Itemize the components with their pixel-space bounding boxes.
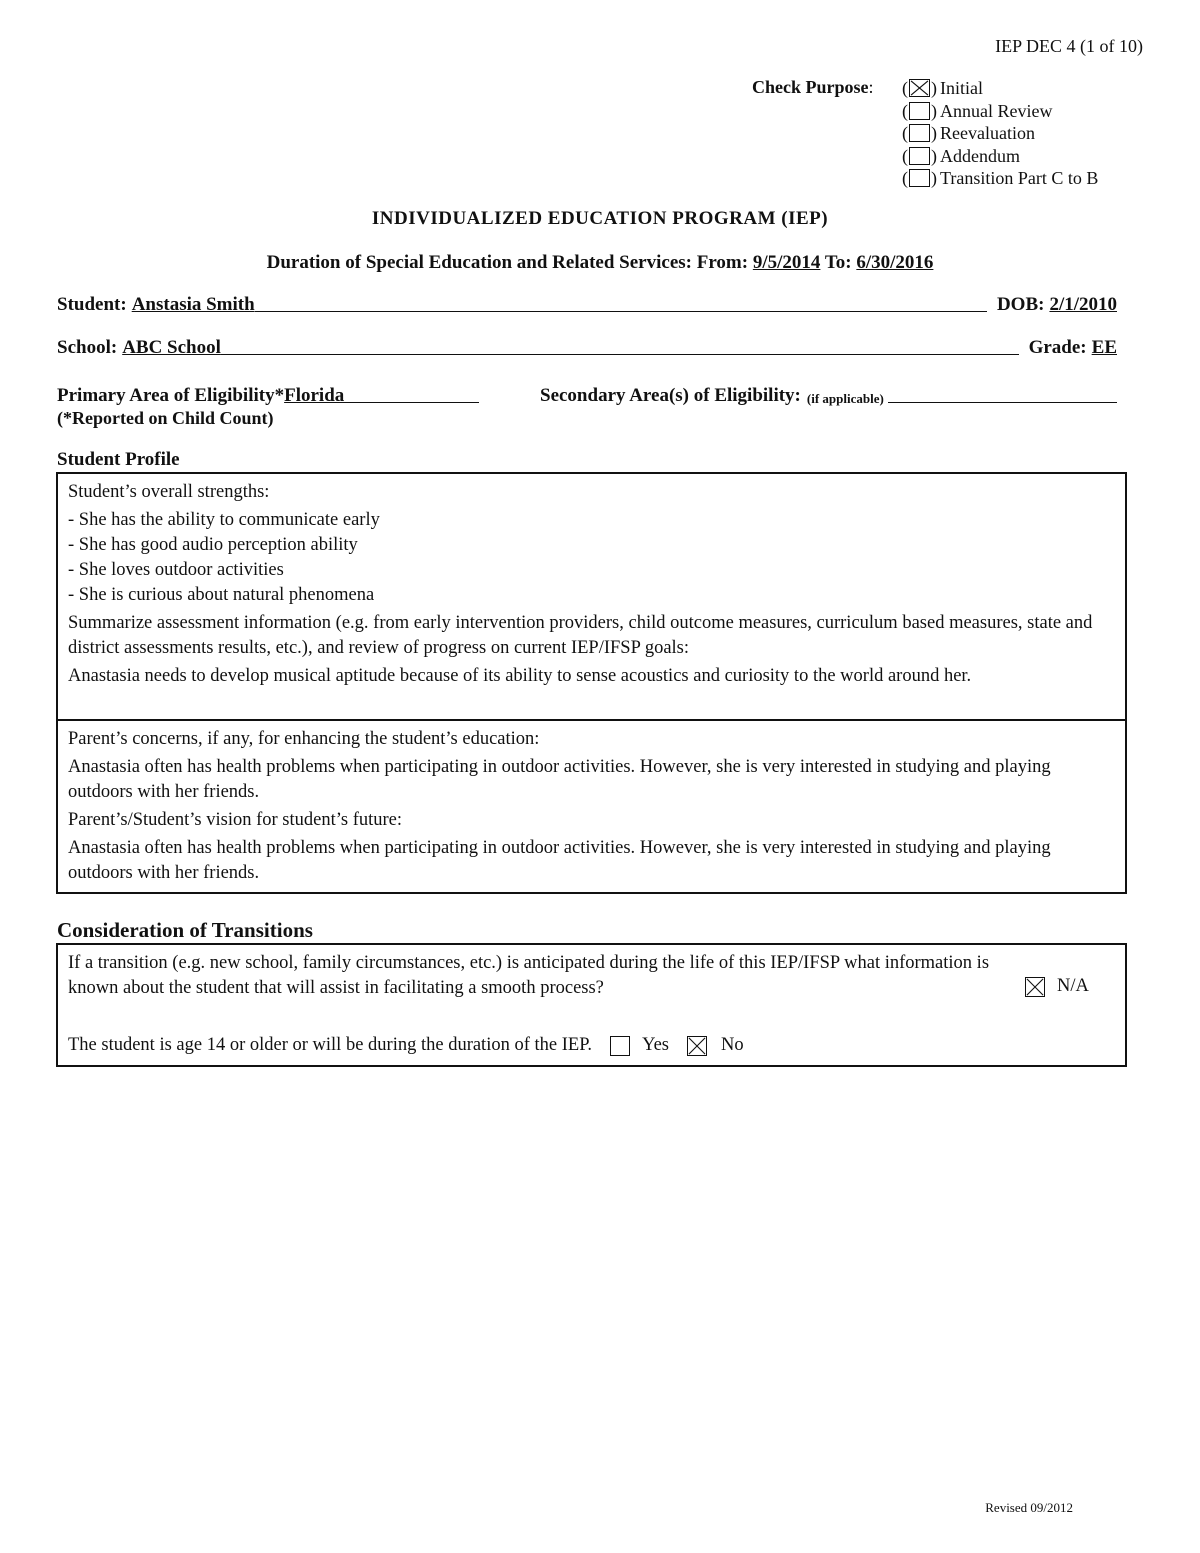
duration-to[interactable]: 6/30/2016 bbox=[856, 252, 934, 273]
purpose-option-annual-review[interactable]: ( ) Annual Review bbox=[902, 100, 1053, 121]
strength-item: - She has the ability to communicate early bbox=[68, 510, 380, 530]
grade-label: Grade: bbox=[1028, 337, 1087, 358]
duration-label: Duration of Special Education and Related Services: From: bbox=[266, 252, 749, 273]
primary-eligibility-label: Primary Area of Eligibility* bbox=[57, 385, 285, 406]
na-option[interactable] bbox=[1025, 974, 1089, 999]
transition-question: If a transition (e.g. new school, family circumstances, etc.) is anticipated during the life of this IEP/IFSP what information is known about the student that will assist in facilitating a smooth process? bbox=[68, 953, 990, 998]
purpose-option-label: Reevaluation bbox=[940, 123, 1035, 143]
initial-checkbox[interactable] bbox=[909, 79, 930, 97]
primary-eligibility-underline bbox=[344, 401, 479, 403]
school-label: School: bbox=[57, 337, 118, 358]
addendum-checkbox[interactable] bbox=[909, 147, 930, 165]
school-name[interactable]: ABC School bbox=[122, 337, 221, 358]
purpose-option-initial[interactable]: ( ) Initial bbox=[902, 78, 983, 98]
secondary-eligibility-note: (if applicable) bbox=[806, 391, 884, 406]
secondary-eligibility-field[interactable] bbox=[888, 401, 1117, 403]
purpose-option-addendum[interactable]: ( ) Addendum bbox=[902, 145, 1020, 166]
transitions-heading: Consideration of Transitions bbox=[57, 918, 313, 942]
student-label: Student: bbox=[57, 294, 127, 315]
duration-from[interactable]: 9/5/2014 bbox=[752, 252, 821, 273]
check-purpose-label: Check Purpose: bbox=[752, 77, 874, 97]
secondary-eligibility bbox=[540, 385, 1117, 407]
parent-concerns-text[interactable]: Anastasia often has health problems when participating in outdoor activities. However, she is very interested in studying and playing outdoors with her friends. bbox=[68, 757, 1051, 802]
yes-checkbox[interactable] bbox=[610, 1036, 630, 1056]
purpose-option-transition[interactable]: ( ) Transition Part C to B bbox=[902, 168, 1099, 188]
age-row bbox=[68, 1033, 1115, 1058]
strengths-label: Student’s overall strengths: bbox=[68, 482, 270, 502]
student-row bbox=[57, 294, 1117, 316]
strength-item: - She has good audio perception ability bbox=[68, 535, 358, 555]
duration-line bbox=[0, 252, 1200, 274]
vision-label: Parent’s/Student’s vision for student’s future: bbox=[68, 810, 403, 830]
school-underline bbox=[221, 353, 1019, 355]
transition-question-row bbox=[68, 951, 1115, 1001]
na-label: N/A bbox=[1057, 976, 1089, 996]
student-name[interactable]: Anstasia Smith bbox=[131, 294, 255, 315]
parent-concerns-box bbox=[56, 719, 1127, 894]
strength-item: - She is curious about natural phenomena bbox=[68, 585, 375, 605]
reevaluation-checkbox[interactable] bbox=[909, 124, 930, 142]
primary-eligibility bbox=[57, 385, 479, 407]
parent-concerns-label: Parent’s concerns, if any, for enhancing the student’s education: bbox=[68, 729, 540, 749]
document-title: INDIVIDUALIZED EDUCATION PROGRAM (IEP) bbox=[371, 208, 829, 229]
purpose-option-label: Annual Review bbox=[940, 100, 1053, 121]
assessment-text[interactable]: Anastasia needs to develop musical aptitude because of its ability to sense acoustics and curiosity to the world around her. bbox=[68, 666, 972, 686]
grade-value[interactable]: EE bbox=[1091, 337, 1117, 358]
no-label: No bbox=[720, 1035, 744, 1055]
yes-label: Yes bbox=[642, 1035, 669, 1055]
assessment-label: Summarize assessment information (e.g. from early intervention providers, child outcome measures, curriculum based measures, state and district assessments results, etc.), and review of progress on current IEP/IFSP goals: bbox=[68, 613, 1093, 658]
child-count-note: (*Reported on Child Count) bbox=[57, 408, 274, 428]
purpose-option-label: Transition Part C to B bbox=[940, 168, 1099, 188]
revised-date: Revised 09/2012 bbox=[985, 1500, 1073, 1515]
age-statement: The student is age 14 or older or will be during the duration of the IEP. bbox=[68, 1035, 593, 1055]
vision-text[interactable]: Anastasia often has health problems when participating in outdoor activities. However, she is very interested in studying and playing outdoors with her friends. bbox=[68, 838, 1051, 883]
purpose-option-label: Addendum bbox=[940, 145, 1020, 166]
student-profile-box bbox=[56, 472, 1127, 721]
na-checkbox[interactable] bbox=[1025, 977, 1045, 997]
transitions-box bbox=[56, 943, 1127, 1067]
student-profile-heading: Student Profile bbox=[57, 449, 180, 470]
transition-checkbox[interactable] bbox=[909, 169, 930, 187]
school-row bbox=[57, 337, 1117, 359]
annual-review-checkbox[interactable] bbox=[909, 102, 930, 120]
dob-value[interactable]: 2/1/2010 bbox=[1049, 294, 1117, 315]
secondary-eligibility-label: Secondary Area(s) of Eligibility: bbox=[540, 385, 801, 406]
check-purpose-options bbox=[902, 77, 1098, 190]
strength-item: - She loves outdoor activities bbox=[68, 560, 284, 580]
purpose-option-label: Initial bbox=[940, 78, 983, 98]
dob-label: DOB: bbox=[996, 294, 1045, 315]
page-reference: IEP DEC 4 (1 of 10) bbox=[995, 36, 1143, 56]
primary-eligibility-value[interactable]: Florida bbox=[284, 385, 345, 406]
no-checkbox[interactable] bbox=[687, 1036, 707, 1056]
student-underline bbox=[255, 310, 987, 312]
purpose-option-reevaluation[interactable]: ( ) Reevaluation bbox=[902, 123, 1035, 143]
duration-to-label: To: bbox=[824, 252, 852, 273]
